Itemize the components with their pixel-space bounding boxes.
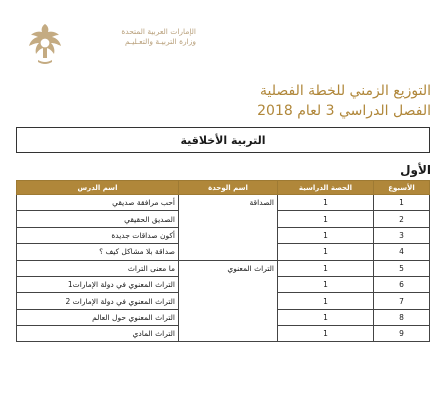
week-cell: 2 [374, 211, 430, 227]
lesson-cell: التراث المعنوي في دولة الإمارات 2 [17, 293, 179, 309]
period-cell: 1 [278, 260, 374, 276]
header-period: الحصة الدراسية [278, 181, 374, 195]
period-cell: 1 [278, 227, 374, 243]
week-cell: 1 [374, 195, 430, 211]
period-cell: 1 [278, 244, 374, 260]
ministry-line-2: وزارة التربيـة والتعـليـم [125, 37, 196, 46]
period-cell: 1 [278, 211, 374, 227]
table-row [17, 260, 430, 276]
ministry-line-1: الإمارات العربية المتحدة [121, 27, 196, 36]
header-week: الأسبوع [374, 181, 430, 195]
table-row [17, 195, 430, 211]
header-unit: اسم الوحدة [179, 181, 278, 195]
lesson-cell: الصديق الحقيقي [17, 211, 179, 227]
week-cell: 9 [374, 326, 430, 342]
lesson-cell: ما معنى التراث [17, 260, 179, 276]
lesson-cell: أكون صداقات جديدة [17, 227, 179, 243]
plan-subtitle: الفصل الدراسي 3 لعام 2018 [257, 103, 431, 119]
ministry-name [66, 27, 196, 47]
week-cell: 3 [374, 227, 430, 243]
subject-name: التربية الأخلاقية [180, 133, 266, 147]
header-lesson: اسم الدرس [17, 181, 179, 195]
week-cell: 8 [374, 309, 430, 325]
subject-box [16, 127, 430, 153]
period-cell: 1 [278, 195, 374, 211]
week-cell: 5 [374, 260, 430, 276]
plan-title: التوزيع الزمني للخطة الفصلية [259, 83, 431, 99]
lesson-cell: صداقة بلا مشاكل كيف ؟ [17, 244, 179, 260]
lesson-cell: التراث المعنوي حول العالم [17, 309, 179, 325]
table-header-row [17, 181, 430, 195]
lesson-cell: التراث المادي [17, 326, 179, 342]
week-cell: 4 [374, 244, 430, 260]
uae-emblem-logo [24, 20, 66, 66]
period-cell: 1 [278, 309, 374, 325]
section-label: الأول [400, 163, 431, 177]
unit-cell: الصداقة [179, 195, 278, 261]
lesson-cell: التراث المعنوي في دولة الإمارات1 [17, 276, 179, 292]
period-cell: 1 [278, 276, 374, 292]
schedule-table [16, 180, 430, 342]
unit-cell: التراث المعنوي [179, 260, 278, 342]
period-cell: 1 [278, 326, 374, 342]
period-cell: 1 [278, 293, 374, 309]
lesson-cell: أحب مرافقة صديقي [17, 195, 179, 211]
week-cell: 6 [374, 276, 430, 292]
week-cell: 7 [374, 293, 430, 309]
